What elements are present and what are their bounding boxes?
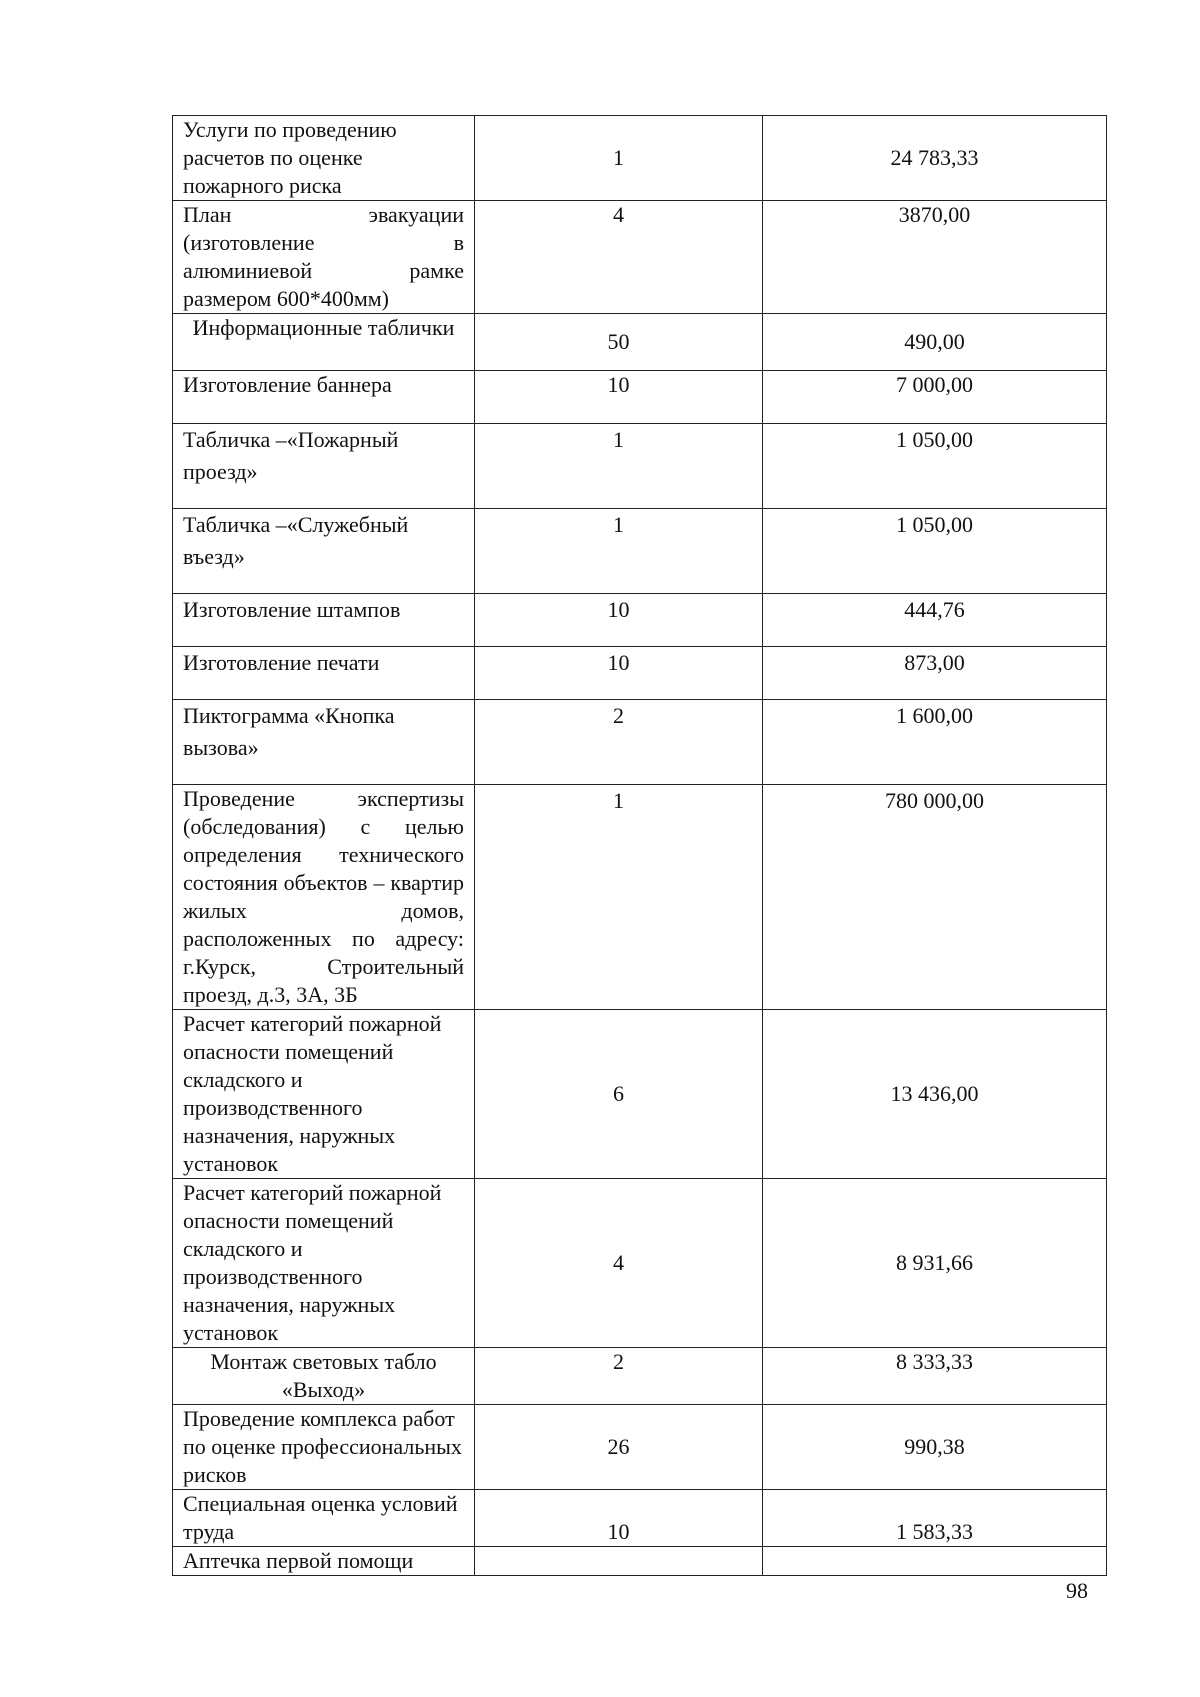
table-row (173, 1348, 1107, 1405)
row-qty: 10 (475, 594, 763, 647)
row-price: 1 600,00 (763, 700, 1107, 785)
row-qty: 1 (475, 424, 763, 509)
table-row (173, 424, 1107, 509)
row-name: План эвакуации (изготовление в алюминиевой рамке размером 600*400мм) (173, 201, 475, 314)
row-qty: 10 (475, 1490, 763, 1547)
row-price: 13 436,00 (763, 1010, 1107, 1179)
row-price: 490,00 (763, 314, 1107, 371)
row-name: Изготовление печати (173, 647, 475, 700)
row-name: Информационные таблички (173, 314, 475, 371)
row-qty: 26 (475, 1405, 763, 1490)
row-qty: 6 (475, 1010, 763, 1179)
row-price: 3870,00 (763, 201, 1107, 314)
page-number: 98 (1066, 1578, 1088, 1603)
row-price (763, 1547, 1107, 1576)
table-row (173, 1405, 1107, 1490)
row-qty: 2 (475, 1348, 763, 1405)
row-name: Монтаж световых табло «Выход» (173, 1348, 475, 1405)
row-name: Расчет категорий пожарной опасности помещений складского и производственного назначения, наружных установок (173, 1179, 475, 1348)
row-price: 444,76 (763, 594, 1107, 647)
row-name: Табличка –«Служебный въезд» (173, 509, 475, 594)
row-price: 1 583,33 (763, 1490, 1107, 1547)
table-row (173, 509, 1107, 594)
row-price: 1 050,00 (763, 424, 1107, 509)
row-qty: 1 (475, 785, 763, 1010)
row-qty: 4 (475, 201, 763, 314)
table-row (173, 785, 1107, 1010)
row-qty: 10 (475, 371, 763, 424)
table-row (173, 1490, 1107, 1547)
row-price: 8 333,33 (763, 1348, 1107, 1405)
table-row (173, 1179, 1107, 1348)
row-name: Проведение экспертизы (обследования) с целью определения технического состояния объектов – квартир жилых домов, расположенных по адресу: г.Курск, Строительный проезд, д.3, 3А, 3Б (173, 785, 475, 1010)
row-qty: 10 (475, 647, 763, 700)
table-row (173, 116, 1107, 201)
table-row (173, 371, 1107, 424)
row-price: 7 000,00 (763, 371, 1107, 424)
row-name: Пиктограмма «Кнопка вызова» (173, 700, 475, 785)
table-row (173, 1010, 1107, 1179)
row-price: 780 000,00 (763, 785, 1107, 1010)
row-price: 8 931,66 (763, 1179, 1107, 1348)
row-qty: 4 (475, 1179, 763, 1348)
row-qty (475, 1547, 763, 1576)
table-row (173, 594, 1107, 647)
row-name: Табличка –«Пожарный проезд» (173, 424, 475, 509)
row-price: 990,38 (763, 1405, 1107, 1490)
row-name: Изготовление штампов (173, 594, 475, 647)
row-qty: 2 (475, 700, 763, 785)
row-name: Услуги по проведению расчетов по оценке пожарного риска (173, 116, 475, 201)
table-row (173, 201, 1107, 314)
table-row (173, 1547, 1107, 1576)
row-qty: 1 (475, 116, 763, 201)
row-name: Проведение комплекса работ по оценке профессиональных рисков (173, 1405, 475, 1490)
table-row (173, 314, 1107, 371)
row-price: 873,00 (763, 647, 1107, 700)
row-price: 1 050,00 (763, 509, 1107, 594)
row-qty: 1 (475, 509, 763, 594)
row-name: Расчет категорий пожарной опасности помещений складского и производственного назначения, наружных установок (173, 1010, 475, 1179)
table-row (173, 700, 1107, 785)
row-name: Аптечка первой помощи (173, 1547, 475, 1576)
row-name: Специальная оценка условий труда (173, 1490, 475, 1547)
table-row (173, 647, 1107, 700)
row-qty: 50 (475, 314, 763, 371)
row-price: 24 783,33 (763, 116, 1107, 201)
services-table (172, 115, 1107, 1576)
row-name: Изготовление баннера (173, 371, 475, 424)
